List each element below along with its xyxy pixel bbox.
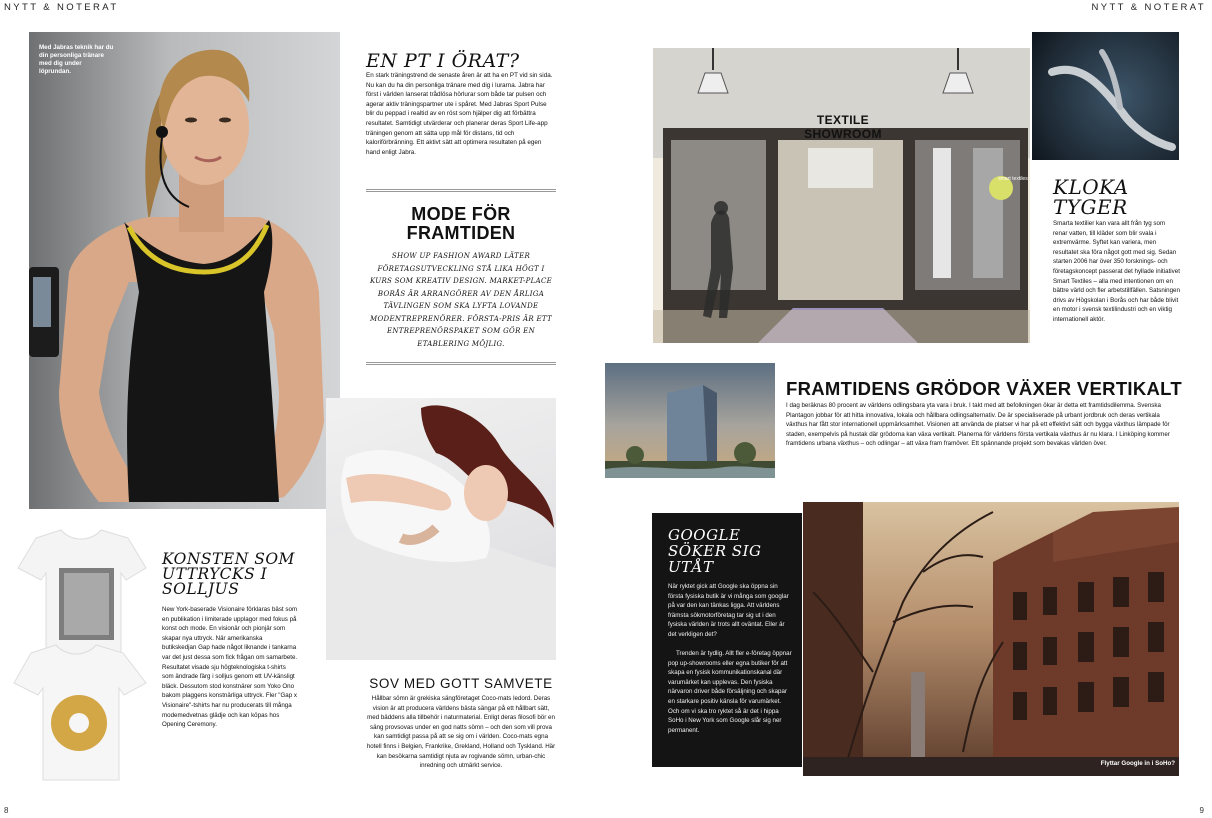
mode-body: SHOW UP FASHION AWARD LÄTER FÖRETAGSUTVECKLING STÅ LIKA HÖGT I KURS SOM KREATIV DESIGN. MARKET-PLACE BORÅS ÄR ARRANGÖRER AV DEN ÅRLIGA TÄVLINGEN SOM SKA LYFTA LOVANDE MODENTREPRENÖRER. FÖRSTA-PRIS ÄR ETT ENTREPRENÖRSPAKET SOM GÖR EN ETABLERING MÖJLIG. [369, 252, 553, 348]
sleeping-illustration [326, 398, 556, 660]
showroom-photo [653, 48, 1030, 343]
tshirts-photo [6, 528, 156, 783]
pt-body: En stark träningstrend de senaste åren är att ha en PT vid sin sida. Nu kan du ha din personliga tränare med dig i lurarna. Jabra har först i världen lanserat trådlösa hörlurar som både tar pulsen och agerar aktiv träningspartner ute i spåret. Med Jabras Sport Pulse blir du peppad i realtid av en röst som hjälper dig att förbättra resultatet. Samtidigt utvärderar och planerar deras Sport Life-app träningen genom att sätta upp mål för distans, tid och kaloriförbränning. Ett aktivt sätt att optimera resultaten på egen hand enligt Jabra. [366, 72, 553, 156]
pt-title: EN PT I ÖRAT? [366, 50, 520, 72]
page-number-right: 9 [1199, 806, 1204, 815]
divider-rule [366, 362, 556, 365]
running-head-left: NYTT & NOTERAT [4, 2, 119, 13]
grodor-title: FRAMTIDENS GRÖDOR VÄXER VERTIKALT [786, 378, 1183, 399]
running-head-right: NYTT & NOTERAT [1091, 2, 1206, 13]
sleeping-photo [326, 398, 556, 660]
showroom-illustration [653, 48, 1030, 343]
showroom-sign: TEXTILE SHOWROOM [804, 113, 882, 141]
fabric-illustration [1032, 32, 1179, 160]
kloka-body: Smarta textilier kan vara allt från tyg som renar vatten, till kläder som blir svala i extremvärme. Syftet kan variera, men resultatet ska föra något gott med sig. Sedan starten 2006 har över 350 forsknings- och företagskoncept passerat det hyllade initiativet Smart Textiles – alla med intentionen om en bättre värld och fler arbetstillfällen. Satsningen drivs av Högskolan i Borås och har både blivit en motor i svensk textilindustri och en viktig internationell aktör. [1053, 220, 1180, 323]
grodor-body: I dag beräknas 80 procent av världens odlingsbara yta vara i bruk. I takt med att befolkningen ökar är detta ett framtidsdilemma. Svenska Plantagon jobbar för att hitta innovativa, lokala och hållbara odlingsalternativ. De är specialiserade på urbant jordbruk och deras vertikala växthus har fått stor internationell uppmärksamhet. Visionen att använda de platser vi har på ett effektivt sätt och bygga växthus lämpade för staden, exempelvis på hustak där grödorna kan växa vertikalt. Planerna för världens första vertikala växthus är nu klara. I Linköping kommer framtidens urbana växthus – och odlingar – att växa fram framöver. Ett spännande projekt som bevakas världen över. [786, 402, 1170, 448]
tower-photo [605, 363, 775, 478]
soho-photo [803, 502, 1179, 776]
soho-caption: Flyttar Google in i SoHo? [1100, 760, 1175, 767]
smart-textiles-badge: smart textiles [998, 176, 1028, 182]
sov-title: SOV MED GOTT SAMVETE [369, 676, 553, 691]
tshirts-illustration [6, 528, 156, 783]
konsten-body: New York-baserade Visionaire förklaras bäst som en publikation i limiterade upplagor med fokus på konst och mode. En visionär och pionjär som skapar nya uttryck. När amerikanska butikskedjan Gap hade något liknande i tankarna var det just dessa som fick frågan om samarbete. Resultatet visade sju högteknologiska t-shirts som ändrade färg i solljus genom ett UV-känsligt bläck. Dessutom stod konstnärer som Yoko Ono bakom plaggens konstnärliga uttryck. Fler "Gap x Visionaire"-tshirts har nu producerats till många modemedvetnas glädje och kan köpas hos Opening Ceremony. [162, 606, 298, 729]
google-body-2: Trenden är tydlig. Allt fler e-företag öppnar pop up-showrooms eller egna butiker för att skapa en fysisk kommunikationskanal där varumärket kan upplevas. Den fysiska närvaron driver både försäljning och skapar en starkare positiv känsla för varumärket. Och om vi ska tro ryktet så är det i hippa SoHo i New York som Google slår sig ner permanent. [668, 650, 792, 734]
tower-illustration [605, 363, 775, 478]
runner-photo [29, 32, 340, 509]
google-body-1: När ryktet gick att Google ska öppna sin första fysiska butik är vi många som googlar på var den kan tänkas ligga. Att världens främsta sökmotorföretag tar sig ut i den fysiska världen är trots allt oväntat. Eller är det verkligen det? [668, 583, 789, 638]
mode-title: MODE FÖR FRAMTIDEN [406, 204, 516, 243]
soho-illustration [803, 502, 1179, 776]
divider-rule [366, 189, 556, 192]
runner-illustration [29, 32, 340, 509]
kloka-title: KLOKA TYGER [1053, 175, 1129, 219]
google-title: GOOGLE SÖKER SIG UTÅT [668, 526, 762, 576]
konsten-title: KONSTEN SOM UTTRYCKS I SOLLJUS [162, 550, 295, 598]
sov-body: Hållbar sömn är grekiska sängföretaget Coco-mats ledord. Deras vision är att producera världens bästa sängar på ett hållbart sätt, med bäddens alla tillbehör i naturmaterial. Enligt deras filosofi bör en säng provsovas under en god natts sömn – och den som vill prova kan samtidigt passa på att se sig om i världen. Coco-mats egna hotell finns i Belgien, Frankrike, Grekland, Holland och Tyskland. Här kan besökarna samtidigt njuta av rogivande sömn, urban-chic inredning och utmärkt service. [366, 695, 556, 770]
google-panel [652, 513, 802, 767]
runner-caption: Med Jabras teknik har du din personliga tränare med dig under löprundan. [39, 44, 114, 75]
fabric-photo [1032, 32, 1179, 160]
page-number-left: 8 [4, 806, 9, 815]
